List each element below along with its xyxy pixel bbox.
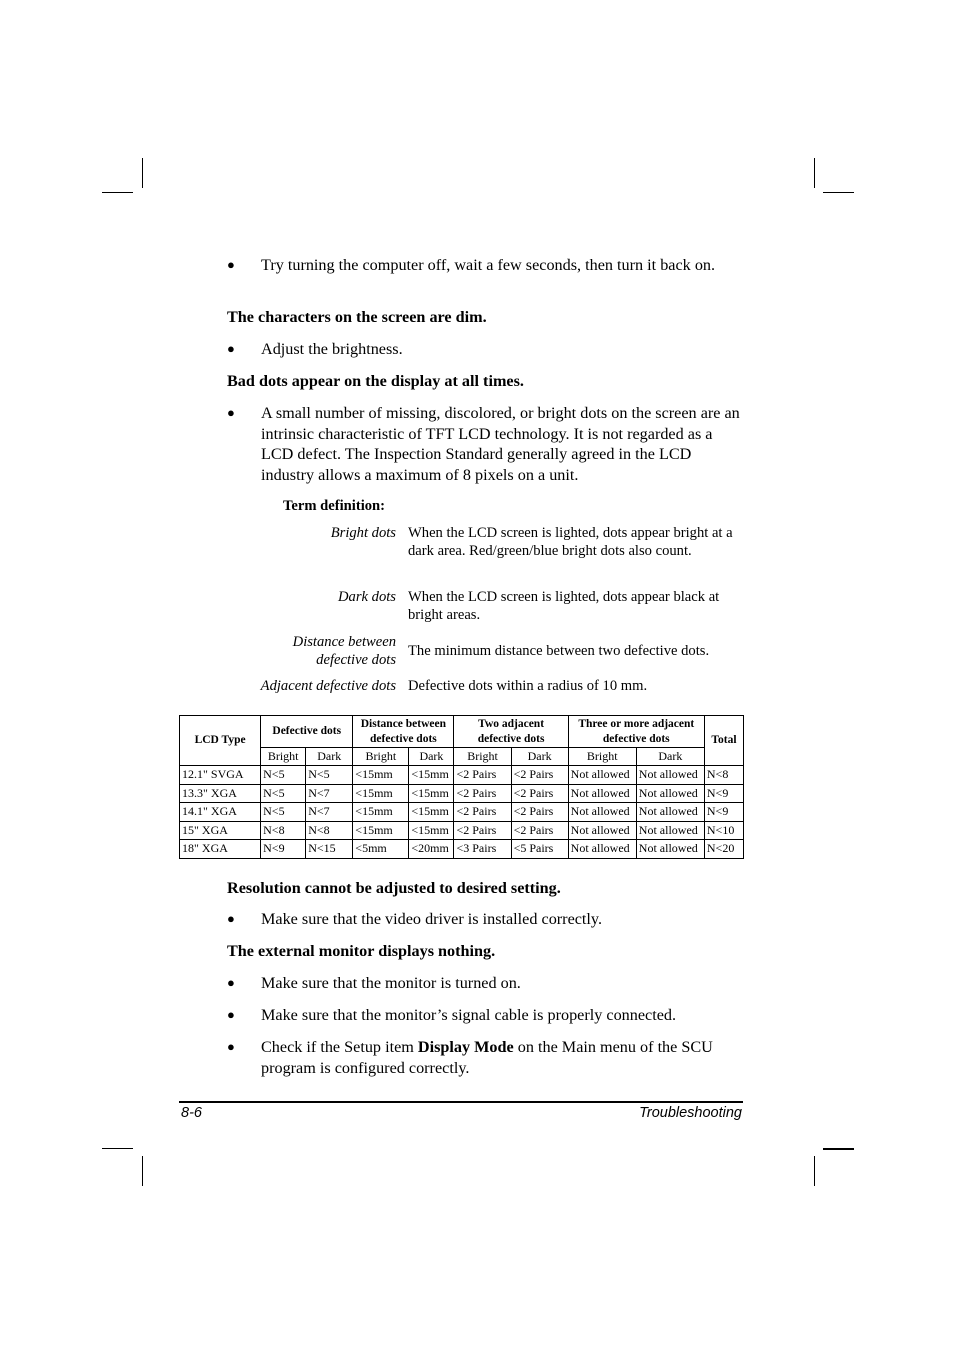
term-definition: When the LCD screen is lighted, dots appear bright at a dark area. Red/green/blue bright dots also count. bbox=[408, 525, 733, 560]
subheader-bright: Bright bbox=[568, 748, 636, 766]
section-heading: Bad dots appear on the display at all times. bbox=[227, 372, 524, 390]
table-cell: N<8 bbox=[306, 821, 353, 840]
crop-mark bbox=[823, 1148, 854, 1150]
table-cell: Not allowed bbox=[568, 784, 636, 803]
table-cell: Not allowed bbox=[568, 840, 636, 859]
table-cell: Not allowed bbox=[568, 821, 636, 840]
header-two-adjacent: Two adjacent defective dots bbox=[454, 716, 568, 748]
section-heading: Resolution cannot be adjusted to desired setting. bbox=[227, 879, 561, 897]
header-three-adjacent: Three or more adjacent defective dots bbox=[568, 716, 704, 748]
term-label: Bright dots bbox=[330, 525, 396, 541]
table-cell: <15mm bbox=[353, 784, 409, 803]
table-cell: Not allowed bbox=[636, 766, 704, 785]
lcd-defect-table bbox=[179, 715, 744, 859]
term-label: Distance between defective dots bbox=[292, 634, 396, 668]
subheader-dark: Dark bbox=[306, 748, 353, 766]
table-row bbox=[180, 840, 744, 859]
header-defective-dots: Defective dots bbox=[261, 716, 353, 748]
bullet-text: Make sure that the monitor’s signal cable is properly connected. bbox=[261, 1006, 677, 1024]
term-definition-heading: Term definition: bbox=[283, 498, 386, 514]
bullet-dot-icon: ● bbox=[227, 911, 235, 926]
term-definition: Defective dots within a radius of 10 mm. bbox=[408, 678, 648, 694]
table-row bbox=[180, 784, 744, 803]
table-cell: <2 Pairs bbox=[511, 803, 568, 822]
bullet-dot-icon: ● bbox=[227, 975, 235, 990]
header-total: Total bbox=[704, 716, 743, 766]
table-cell: N<8 bbox=[704, 766, 743, 785]
table-cell: 15" XGA bbox=[180, 821, 261, 840]
section-heading: The characters on the screen are dim. bbox=[227, 308, 487, 326]
page-number: 8-6 bbox=[181, 1105, 202, 1121]
crop-mark bbox=[142, 1156, 143, 1186]
table-cell: <2 Pairs bbox=[511, 766, 568, 785]
crop-mark bbox=[142, 158, 143, 188]
subheader-bright: Bright bbox=[454, 748, 511, 766]
table-cell: <2 Pairs bbox=[454, 766, 511, 785]
subheader-dark: Dark bbox=[636, 748, 704, 766]
subheader-bright: Bright bbox=[261, 748, 306, 766]
table-cell: Not allowed bbox=[636, 784, 704, 803]
bullet-dot-icon: ● bbox=[227, 341, 235, 356]
bullet-text: Make sure that the monitor is turned on. bbox=[261, 974, 521, 992]
table-cell: <5mm bbox=[353, 840, 409, 859]
header-distance: Distance between defective dots bbox=[353, 716, 454, 748]
table-row bbox=[180, 821, 744, 840]
subheader-bright: Bright bbox=[353, 748, 409, 766]
table-cell: Not allowed bbox=[636, 840, 704, 859]
subheader-dark: Dark bbox=[511, 748, 568, 766]
table-cell: <15mm bbox=[409, 821, 454, 840]
table-cell: <2 Pairs bbox=[511, 821, 568, 840]
table-cell: 12.1" SVGA bbox=[180, 766, 261, 785]
table-cell: N<15 bbox=[306, 840, 353, 859]
table-cell: <15mm bbox=[409, 803, 454, 822]
table-cell: <2 Pairs bbox=[454, 784, 511, 803]
table-row bbox=[180, 766, 744, 785]
subheader-dark: Dark bbox=[409, 748, 454, 766]
bullet-text: Adjust the brightness. bbox=[261, 340, 403, 358]
table-cell: N<9 bbox=[704, 784, 743, 803]
bullet-text bbox=[261, 1037, 747, 1078]
table-cell: N<9 bbox=[704, 803, 743, 822]
table-cell: <5 Pairs bbox=[511, 840, 568, 859]
bullet-text: Try turning the computer off, wait a few seconds, then turn it back on. bbox=[261, 256, 716, 274]
table-cell: Not allowed bbox=[636, 803, 704, 822]
table-cell: <20mm bbox=[409, 840, 454, 859]
table-cell: N<20 bbox=[704, 840, 743, 859]
table-body bbox=[180, 766, 744, 859]
bullet-dot-icon: ● bbox=[227, 257, 235, 272]
table-cell: <15mm bbox=[409, 784, 454, 803]
footer-rule bbox=[179, 1101, 743, 1103]
table-cell: N<5 bbox=[261, 766, 306, 785]
table-cell: N<9 bbox=[261, 840, 306, 859]
crop-mark bbox=[814, 158, 815, 188]
table-cell: <15mm bbox=[353, 766, 409, 785]
table-cell: N<7 bbox=[306, 784, 353, 803]
crop-mark bbox=[102, 1148, 133, 1149]
table-row bbox=[180, 803, 744, 822]
term-label: Dark dots bbox=[338, 589, 396, 605]
bullet-text: A small number of missing, discolored, or bright dots on the screen are an intrinsic characteristic of TFT LCD technology. It is not regarded as a LCD defect. The Inspection Standard generally agreed in the LCD industry allows a maximum of 8 pixels on a unit. bbox=[261, 404, 740, 484]
table-cell: N<5 bbox=[306, 766, 353, 785]
bullet-text: Make sure that the video driver is installed correctly. bbox=[261, 910, 603, 928]
table-cell: Not allowed bbox=[636, 821, 704, 840]
table-cell: Not allowed bbox=[568, 803, 636, 822]
bullet-text-post: on the Main menu of the SCU program is configured correctly. bbox=[261, 1038, 713, 1077]
bullet-dot-icon: ● bbox=[227, 1039, 235, 1054]
table-cell: N<10 bbox=[704, 821, 743, 840]
crop-mark bbox=[823, 192, 854, 193]
crop-mark bbox=[102, 192, 133, 193]
table-cell: <2 Pairs bbox=[454, 803, 511, 822]
header-lcd-type: LCD Type bbox=[180, 716, 261, 766]
table-cell: <15mm bbox=[353, 821, 409, 840]
table-cell: <2 Pairs bbox=[511, 784, 568, 803]
term-label: Adjacent defective dots bbox=[260, 678, 396, 694]
table-cell: <15mm bbox=[353, 803, 409, 822]
bullet-dot-icon: ● bbox=[227, 405, 235, 420]
table-cell: <2 Pairs bbox=[454, 821, 511, 840]
table-cell: N<7 bbox=[306, 803, 353, 822]
table-cell: N<5 bbox=[261, 803, 306, 822]
table-cell: <15mm bbox=[409, 766, 454, 785]
table-cell: Not allowed bbox=[568, 766, 636, 785]
bullet-dot-icon: ● bbox=[227, 1007, 235, 1022]
section-heading: The external monitor displays nothing. bbox=[227, 942, 496, 960]
footer-section-title: Troubleshooting bbox=[639, 1105, 742, 1121]
table-cell: N<5 bbox=[261, 784, 306, 803]
term-definition: The minimum distance between two defective dots. bbox=[408, 643, 710, 659]
term-definition: When the LCD screen is lighted, dots appear black at bright areas. bbox=[408, 589, 720, 624]
table-cell: 13.3" XGA bbox=[180, 784, 261, 803]
bullet-text-pre: Check if the Setup item bbox=[261, 1038, 418, 1056]
crop-mark bbox=[814, 1156, 815, 1186]
table-cell: <3 Pairs bbox=[454, 840, 511, 859]
table-cell: N<8 bbox=[261, 821, 306, 840]
table-cell: 14.1" XGA bbox=[180, 803, 261, 822]
display-mode-term: Display Mode bbox=[417, 1038, 514, 1056]
table-cell: 18" XGA bbox=[180, 840, 261, 859]
